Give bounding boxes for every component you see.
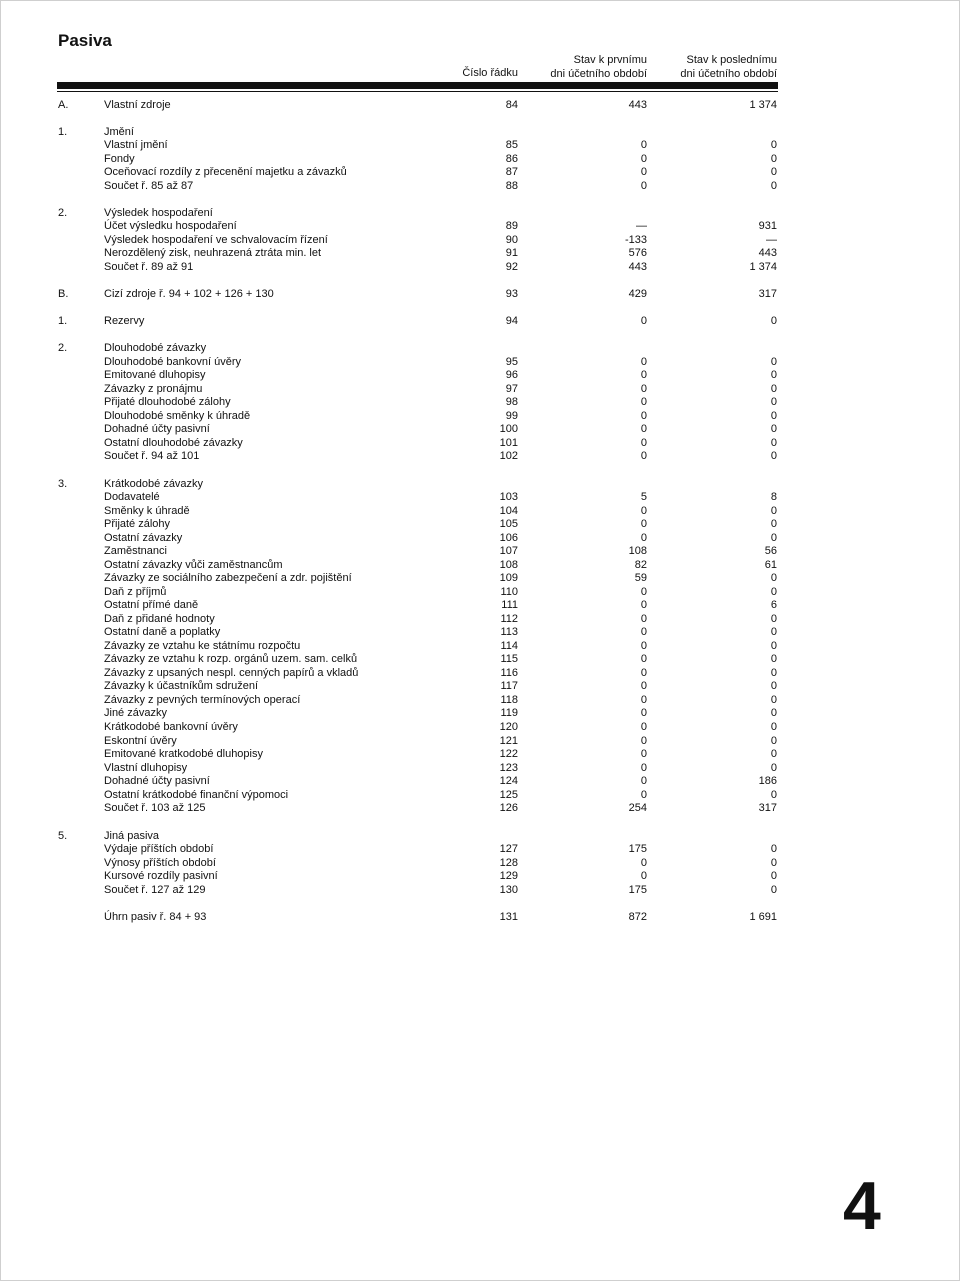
row-label: Eskontní úvěry bbox=[104, 735, 177, 747]
table-row bbox=[0, 247, 960, 261]
row-last-period-value: 0 bbox=[770, 626, 777, 638]
row-first-period-value: 0 bbox=[640, 166, 647, 178]
table-row bbox=[0, 721, 960, 735]
row-last-period-value: 56 bbox=[764, 545, 777, 557]
table-row bbox=[0, 680, 960, 694]
table-row bbox=[0, 911, 960, 925]
row-number: 120 bbox=[499, 721, 518, 733]
row-number: 126 bbox=[499, 802, 518, 814]
row-first-period-value: 0 bbox=[640, 437, 647, 449]
row-last-period-value: 931 bbox=[758, 220, 777, 232]
table-row bbox=[0, 99, 960, 113]
row-last-period-value: 6 bbox=[770, 599, 777, 611]
row-number: 123 bbox=[499, 762, 518, 774]
row-last-period-value: 0 bbox=[770, 789, 777, 801]
table-row bbox=[0, 775, 960, 789]
row-label: Přijaté zálohy bbox=[104, 518, 171, 530]
table-row bbox=[0, 707, 960, 721]
row-last-period-value: 317 bbox=[758, 802, 777, 814]
row-label: Cizí zdroje ř. 94 + 102 + 126 + 130 bbox=[104, 288, 274, 300]
row-last-period-value: 0 bbox=[770, 532, 777, 544]
table-row bbox=[0, 450, 960, 464]
header-last-period-line1: Stav k poslednímu bbox=[686, 54, 777, 66]
row-label: Daň z příjmů bbox=[104, 586, 167, 598]
table-row bbox=[0, 735, 960, 749]
row-label: Součet ř. 85 až 87 bbox=[104, 180, 194, 192]
row-label: Krátkodobé závazky bbox=[104, 478, 204, 490]
row-last-period-value: 1 374 bbox=[749, 99, 777, 111]
row-number: 129 bbox=[499, 870, 518, 882]
row-code: 5. bbox=[58, 830, 68, 842]
row-first-period-value: 0 bbox=[640, 667, 647, 679]
table-row bbox=[0, 843, 960, 857]
row-number: 86 bbox=[505, 153, 518, 165]
table-row bbox=[0, 356, 960, 370]
row-label: Oceňovací rozdíly z přecenění majetku a závazků bbox=[104, 166, 347, 178]
row-last-period-value: 0 bbox=[770, 410, 777, 422]
row-last-period-value: 0 bbox=[770, 518, 777, 530]
row-label: Závazky z pronájmu bbox=[104, 383, 203, 395]
table-row bbox=[0, 180, 960, 194]
row-label: Vlastní jmění bbox=[104, 139, 168, 151]
row-number: 97 bbox=[505, 383, 518, 395]
row-number: 88 bbox=[505, 180, 518, 192]
row-label: Závazky ze vztahu ke státnímu rozpočtu bbox=[104, 640, 301, 652]
row-first-period-value: 0 bbox=[640, 721, 647, 733]
table-row bbox=[0, 613, 960, 627]
row-number: 125 bbox=[499, 789, 518, 801]
table-row bbox=[0, 234, 960, 248]
row-first-period-value: -133 bbox=[624, 234, 647, 246]
row-last-period-value: 8 bbox=[770, 491, 777, 503]
row-label: Směnky k úhradě bbox=[104, 505, 190, 517]
row-number: 101 bbox=[499, 437, 518, 449]
row-first-period-value: 254 bbox=[628, 802, 647, 814]
row-last-period-value: 0 bbox=[770, 356, 777, 368]
row-label: Závazky z upsaných nespl. cenných papírů a vkladů bbox=[104, 667, 359, 679]
row-last-period-value: 0 bbox=[770, 843, 777, 855]
row-last-period-value: 443 bbox=[758, 247, 777, 259]
row-label: Dohadné účty pasivní bbox=[104, 423, 210, 435]
table-row bbox=[0, 423, 960, 437]
row-first-period-value: 0 bbox=[640, 396, 647, 408]
row-last-period-value: 186 bbox=[758, 775, 777, 787]
row-label: Dohadné účty pasivní bbox=[104, 775, 210, 787]
row-first-period-value: 108 bbox=[628, 545, 647, 557]
row-label: Ostatní přímé daně bbox=[104, 599, 199, 611]
table-row bbox=[0, 667, 960, 681]
header-last-period bbox=[655, 53, 777, 81]
row-label: Vlastní dluhopisy bbox=[104, 762, 188, 774]
table-row bbox=[0, 261, 960, 275]
row-last-period-value: 0 bbox=[770, 680, 777, 692]
row-label: Dodavatelé bbox=[104, 491, 160, 503]
row-first-period-value: 0 bbox=[640, 599, 647, 611]
row-label: Nerozdělený zisk, neuhrazená ztráta min. let bbox=[104, 247, 322, 259]
row-label: Zaměstnanci bbox=[104, 545, 167, 557]
row-number: 130 bbox=[499, 884, 518, 896]
row-code: 2. bbox=[58, 342, 68, 354]
row-label: Jiná pasiva bbox=[104, 830, 160, 842]
row-label: Fondy bbox=[104, 153, 135, 165]
row-last-period-value: 0 bbox=[770, 667, 777, 679]
row-number: 95 bbox=[505, 356, 518, 368]
row-last-period-value: 0 bbox=[770, 748, 777, 760]
row-last-period-value: 0 bbox=[770, 153, 777, 165]
row-last-period-value: 0 bbox=[770, 640, 777, 652]
row-first-period-value: 0 bbox=[640, 789, 647, 801]
row-label: Dlouhodobé závazky bbox=[104, 342, 207, 354]
table-row bbox=[0, 153, 960, 167]
row-first-period-value: 0 bbox=[640, 369, 647, 381]
table-row bbox=[0, 532, 960, 546]
row-first-period-value: 0 bbox=[640, 153, 647, 165]
table-row bbox=[0, 518, 960, 532]
row-last-period-value: 0 bbox=[770, 721, 777, 733]
row-code: 2. bbox=[58, 207, 68, 219]
header-row-number-label: Číslo řádku bbox=[462, 67, 518, 79]
row-number: 90 bbox=[505, 234, 518, 246]
row-first-period-value: 0 bbox=[640, 450, 647, 462]
row-label: Kursové rozdíly pasivní bbox=[104, 870, 218, 882]
row-number: 108 bbox=[499, 559, 518, 571]
row-label: Součet ř. 89 až 91 bbox=[104, 261, 194, 273]
row-label: Výnosy příštích období bbox=[104, 857, 216, 869]
row-label: Přijaté dlouhodobé zálohy bbox=[104, 396, 231, 408]
header-rule-thin bbox=[57, 91, 778, 92]
row-number: 122 bbox=[499, 748, 518, 760]
row-last-period-value: 61 bbox=[764, 559, 777, 571]
row-last-period-value: 0 bbox=[770, 870, 777, 882]
header-first-period-line1: Stav k prvnímu bbox=[573, 54, 647, 66]
table-row bbox=[0, 396, 960, 410]
row-first-period-value: 0 bbox=[640, 857, 647, 869]
row-label: Součet ř. 94 až 101 bbox=[104, 450, 200, 462]
table-row bbox=[0, 626, 960, 640]
row-number: 93 bbox=[505, 288, 518, 300]
row-number: 111 bbox=[501, 599, 518, 611]
row-label: Závazky z pevných termínových operací bbox=[104, 694, 301, 706]
row-first-period-value: 82 bbox=[634, 559, 647, 571]
row-first-period-value: 0 bbox=[640, 423, 647, 435]
row-label: Rezervy bbox=[104, 315, 145, 327]
table-row bbox=[0, 599, 960, 613]
header-first-period-line2: dni účetního období bbox=[550, 68, 647, 80]
row-label: Emitované kratkodobé dluhopisy bbox=[104, 748, 263, 760]
row-number: 106 bbox=[499, 532, 518, 544]
row-first-period-value: 0 bbox=[640, 653, 647, 665]
row-first-period-value: 0 bbox=[640, 518, 647, 530]
table-row bbox=[0, 884, 960, 898]
header-last-period-line2: dni účetního období bbox=[680, 68, 777, 80]
row-first-period-value: — bbox=[636, 220, 647, 232]
row-first-period-value: 0 bbox=[640, 680, 647, 692]
table-row bbox=[0, 437, 960, 451]
table-row bbox=[0, 870, 960, 884]
header-rule-thick bbox=[57, 82, 778, 89]
row-code: A. bbox=[58, 99, 69, 111]
row-number: 113 bbox=[500, 626, 518, 638]
table-row bbox=[0, 559, 960, 573]
row-label: Daň z přidané hodnoty bbox=[104, 613, 215, 625]
row-number: 131 bbox=[499, 911, 518, 923]
table-row bbox=[0, 491, 960, 505]
row-number: 110 bbox=[500, 586, 518, 598]
row-last-period-value: 0 bbox=[770, 857, 777, 869]
row-number: 92 bbox=[505, 261, 518, 273]
row-number: 91 bbox=[505, 247, 518, 259]
row-last-period-value: 0 bbox=[770, 396, 777, 408]
row-last-period-value: 0 bbox=[770, 450, 777, 462]
table-row bbox=[0, 383, 960, 397]
row-number: 115 bbox=[500, 653, 518, 665]
row-number: 102 bbox=[499, 450, 518, 462]
row-label: Výsledek hospodaření bbox=[104, 207, 213, 219]
row-label: Účet výsledku hospodaření bbox=[104, 220, 237, 232]
row-last-period-value: 0 bbox=[770, 586, 777, 598]
row-number: 128 bbox=[499, 857, 518, 869]
row-number: 107 bbox=[499, 545, 518, 557]
row-label: Jiné závazky bbox=[104, 707, 167, 719]
row-label: Výdaje příštích období bbox=[104, 843, 214, 855]
table-row bbox=[0, 126, 960, 140]
row-last-period-value: 0 bbox=[770, 139, 777, 151]
row-code: 1. bbox=[58, 126, 68, 138]
table-row bbox=[0, 802, 960, 816]
row-number: 85 bbox=[505, 139, 518, 151]
row-number: 119 bbox=[500, 707, 518, 719]
row-last-period-value: 0 bbox=[770, 383, 777, 395]
row-first-period-value: 0 bbox=[640, 383, 647, 395]
row-last-period-value: 317 bbox=[758, 288, 777, 300]
row-first-period-value: 443 bbox=[628, 99, 647, 111]
table-row bbox=[0, 572, 960, 586]
row-first-period-value: 443 bbox=[628, 261, 647, 273]
row-last-period-value: 0 bbox=[770, 437, 777, 449]
row-number: 112 bbox=[500, 613, 518, 625]
row-last-period-value: 0 bbox=[770, 653, 777, 665]
table-row bbox=[0, 694, 960, 708]
row-label: Dlouhodobé bankovní úvěry bbox=[104, 356, 241, 368]
row-last-period-value: 0 bbox=[770, 694, 777, 706]
row-last-period-value: 0 bbox=[770, 180, 777, 192]
row-last-period-value: 0 bbox=[770, 884, 777, 896]
row-label: Součet ř. 103 až 125 bbox=[104, 802, 206, 814]
row-label: Úhrn pasiv ř. 84 + 93 bbox=[104, 911, 207, 923]
row-first-period-value: 175 bbox=[628, 843, 647, 855]
row-number: 105 bbox=[499, 518, 518, 530]
row-number: 117 bbox=[500, 680, 518, 692]
table-row bbox=[0, 166, 960, 180]
row-last-period-value: 1 374 bbox=[749, 261, 777, 273]
table-row bbox=[0, 789, 960, 803]
row-first-period-value: 0 bbox=[640, 762, 647, 774]
table-row bbox=[0, 653, 960, 667]
table-row bbox=[0, 342, 960, 356]
row-label: Ostatní závazky bbox=[104, 532, 183, 544]
row-first-period-value: 0 bbox=[640, 613, 647, 625]
row-last-period-value: 0 bbox=[770, 572, 777, 584]
row-number: 114 bbox=[500, 640, 518, 652]
row-number: 87 bbox=[505, 166, 518, 178]
table-row bbox=[0, 207, 960, 221]
row-number: 94 bbox=[505, 315, 518, 327]
table-row bbox=[0, 762, 960, 776]
row-label: Vlastní zdroje bbox=[104, 99, 171, 111]
row-label: Součet ř. 127 až 129 bbox=[104, 884, 206, 896]
row-first-period-value: 0 bbox=[640, 180, 647, 192]
table-row bbox=[0, 288, 960, 302]
row-first-period-value: 0 bbox=[640, 586, 647, 598]
table-row bbox=[0, 315, 960, 329]
row-first-period-value: 0 bbox=[640, 694, 647, 706]
table-row bbox=[0, 410, 960, 424]
row-first-period-value: 0 bbox=[640, 139, 647, 151]
row-first-period-value: 0 bbox=[640, 315, 647, 327]
row-label: Závazky ze vztahu k rozp. orgánů uzem. sam. celků bbox=[104, 653, 358, 665]
table-row bbox=[0, 139, 960, 153]
row-label: Ostatní daně a poplatky bbox=[104, 626, 221, 638]
row-first-period-value: 872 bbox=[628, 911, 647, 923]
row-first-period-value: 0 bbox=[640, 626, 647, 638]
row-label: Jmění bbox=[104, 126, 134, 138]
row-label: Dlouhodobé směnky k úhradě bbox=[104, 410, 251, 422]
row-first-period-value: 0 bbox=[640, 735, 647, 747]
table-row bbox=[0, 369, 960, 383]
row-first-period-value: 0 bbox=[640, 707, 647, 719]
row-label: Krátkodobé bankovní úvěry bbox=[104, 721, 238, 733]
table-row bbox=[0, 748, 960, 762]
row-last-period-value: 0 bbox=[770, 505, 777, 517]
page-title: Pasiva bbox=[58, 31, 112, 50]
row-code: 3. bbox=[58, 478, 68, 490]
row-number: 121 bbox=[499, 735, 518, 747]
row-label: Emitované dluhopisy bbox=[104, 369, 206, 381]
row-label: Výsledek hospodaření ve schvalovacím řízení bbox=[104, 234, 328, 246]
table-row bbox=[0, 505, 960, 519]
row-number: 98 bbox=[505, 396, 518, 408]
row-last-period-value: 1 691 bbox=[749, 911, 777, 923]
row-last-period-value: 0 bbox=[770, 707, 777, 719]
table-row bbox=[0, 220, 960, 234]
header-row-number bbox=[440, 66, 518, 80]
row-number: 116 bbox=[500, 667, 518, 679]
row-last-period-value: 0 bbox=[770, 613, 777, 625]
row-number: 118 bbox=[500, 694, 518, 706]
table-row bbox=[0, 586, 960, 600]
row-last-period-value: — bbox=[766, 234, 777, 246]
row-number: 109 bbox=[499, 572, 518, 584]
row-label: Závazky ze sociálního zabezpečení a zdr. pojištění bbox=[104, 572, 352, 584]
row-last-period-value: 0 bbox=[770, 735, 777, 747]
row-label: Ostatní krátkodobé finanční výpomoci bbox=[104, 789, 289, 801]
row-last-period-value: 0 bbox=[770, 166, 777, 178]
row-first-period-value: 0 bbox=[640, 870, 647, 882]
row-number: 84 bbox=[505, 99, 518, 111]
row-code: B. bbox=[58, 288, 69, 300]
table-row bbox=[0, 545, 960, 559]
row-first-period-value: 59 bbox=[634, 572, 647, 584]
row-number: 124 bbox=[499, 775, 518, 787]
table-row bbox=[0, 640, 960, 654]
row-label: Ostatní dlouhodobé závazky bbox=[104, 437, 243, 449]
header-first-period bbox=[520, 53, 647, 81]
row-code: 1. bbox=[58, 315, 68, 327]
row-number: 89 bbox=[505, 220, 518, 232]
row-first-period-value: 576 bbox=[628, 247, 647, 259]
row-first-period-value: 429 bbox=[628, 288, 647, 300]
row-last-period-value: 0 bbox=[770, 423, 777, 435]
row-first-period-value: 0 bbox=[640, 505, 647, 517]
row-first-period-value: 0 bbox=[640, 640, 647, 652]
row-last-period-value: 0 bbox=[770, 762, 777, 774]
table-row bbox=[0, 478, 960, 492]
row-number: 103 bbox=[499, 491, 518, 503]
row-number: 99 bbox=[505, 410, 518, 422]
row-first-period-value: 175 bbox=[628, 884, 647, 896]
row-first-period-value: 0 bbox=[640, 410, 647, 422]
table-row bbox=[0, 830, 960, 844]
row-label: Závazky k účastníkům sdružení bbox=[104, 680, 259, 692]
row-last-period-value: 0 bbox=[770, 315, 777, 327]
row-first-period-value: 5 bbox=[640, 491, 647, 503]
row-number: 96 bbox=[505, 369, 518, 381]
row-first-period-value: 0 bbox=[640, 356, 647, 368]
table-row bbox=[0, 857, 960, 871]
row-first-period-value: 0 bbox=[640, 775, 647, 787]
row-number: 104 bbox=[499, 505, 518, 517]
page-number: 4 bbox=[843, 1168, 881, 1244]
row-last-period-value: 0 bbox=[770, 369, 777, 381]
row-first-period-value: 0 bbox=[640, 532, 647, 544]
row-label: Ostatní závazky vůči zaměstnancům bbox=[104, 559, 283, 571]
row-first-period-value: 0 bbox=[640, 748, 647, 760]
row-number: 100 bbox=[499, 423, 518, 435]
row-number: 127 bbox=[499, 843, 518, 855]
